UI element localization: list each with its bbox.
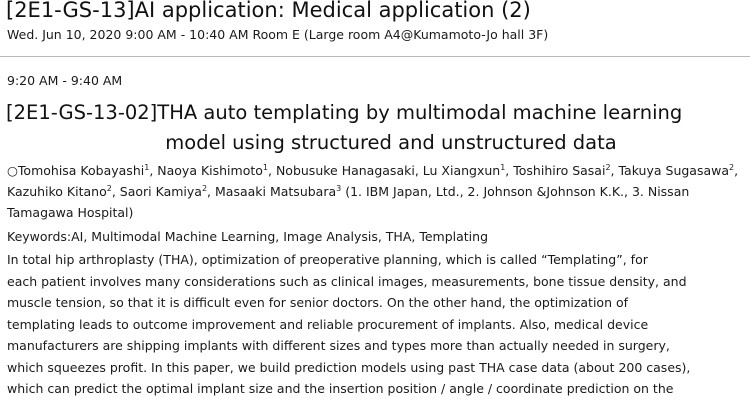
- abstract-line: each patient involves many considerations such as clinical images, measurements, bone tissue density, and: [7, 273, 687, 289]
- paper-title[interactable]: [6, 98, 746, 158]
- author-separator: ,: [268, 163, 276, 178]
- author-affiliation-mark: 1: [144, 163, 150, 172]
- presentation-time: 9:20 AM - 9:40 AM: [7, 73, 123, 88]
- divider: [0, 56, 750, 57]
- author-separator: ,: [207, 184, 215, 199]
- author: Kazuhiko Kitano: [7, 184, 107, 199]
- author-affiliation-mark: 2: [201, 184, 208, 193]
- author-separator: ,: [149, 163, 158, 178]
- abstract-line: In total hip arthroplasty (THA), optimization of preoperative planning, which is called “Templating”, for: [7, 252, 648, 267]
- author-affiliation-mark: 3: [336, 184, 342, 193]
- abstract-text: [7, 249, 745, 400]
- abstract-line: manufacturers are shipping implants with different sizes and types more than actually needed in surgery,: [7, 338, 670, 353]
- abstract-line: which can predict the optimal implant size and the insertion position / angle / coordinate prediction on the: [7, 381, 674, 396]
- author-affiliation-mark: 2: [605, 163, 611, 172]
- author-separator: ,: [111, 184, 120, 199]
- paper-title-line-1: [2E1-GS-13-02]THA auto templating by multimodal machine learning: [6, 101, 683, 124]
- author: Nobusuke Hanagasaki, Lu Xiangxun: [275, 163, 501, 178]
- keywords: Keywords:AI, Multimodal Machine Learning, Image Analysis, THA, Templating: [7, 229, 489, 244]
- abstract-line: muscle tension, so that it is difficult even for senior doctors. On the other hand, the optimization of: [7, 295, 629, 310]
- author-affiliation-mark: 2: [729, 163, 735, 172]
- abstract-line: templating leads to outcome improvement and reliable procurement of implants. Also, medical device: [7, 316, 649, 332]
- author: ○Tomohisa Kobayashi: [7, 163, 145, 178]
- author-affiliation-mark: 1: [262, 163, 268, 172]
- session-meta: Wed. Jun 10, 2020 9:00 AM - 10:40 AM Room E (Large room A4@Kumamoto-Jo hall 3F): [7, 27, 549, 42]
- author-list: [7, 160, 745, 223]
- author-affiliation-mark: 2: [106, 184, 112, 193]
- abstract-line: which squeezes profit. In this paper, we build prediction models using past THA case data (about 200 cases),: [7, 359, 691, 375]
- author: Naoya Kishimoto: [157, 163, 263, 178]
- author: Saori Kamiya: [119, 184, 202, 199]
- session-title: [2E1-GS-13]AI application: Medical application (2): [6, 0, 531, 22]
- author-separator: , Takuya: [610, 163, 666, 178]
- author-separator: ,: [734, 163, 739, 178]
- author: Sugasawa: [665, 163, 730, 178]
- author-separator: ,: [505, 163, 514, 178]
- affiliations: (1. IBM Japan, Ltd., 2. Johnson &Johnson K.K., 3. Nissan Tamagawa Hospital): [7, 184, 690, 220]
- paper-title-line-2: model using structured and unstructured data: [165, 131, 617, 154]
- author-affiliation-mark: 1: [500, 163, 506, 172]
- author: Toshihiro Sasai: [513, 163, 606, 178]
- author: Masaaki Matsubara: [215, 184, 337, 199]
